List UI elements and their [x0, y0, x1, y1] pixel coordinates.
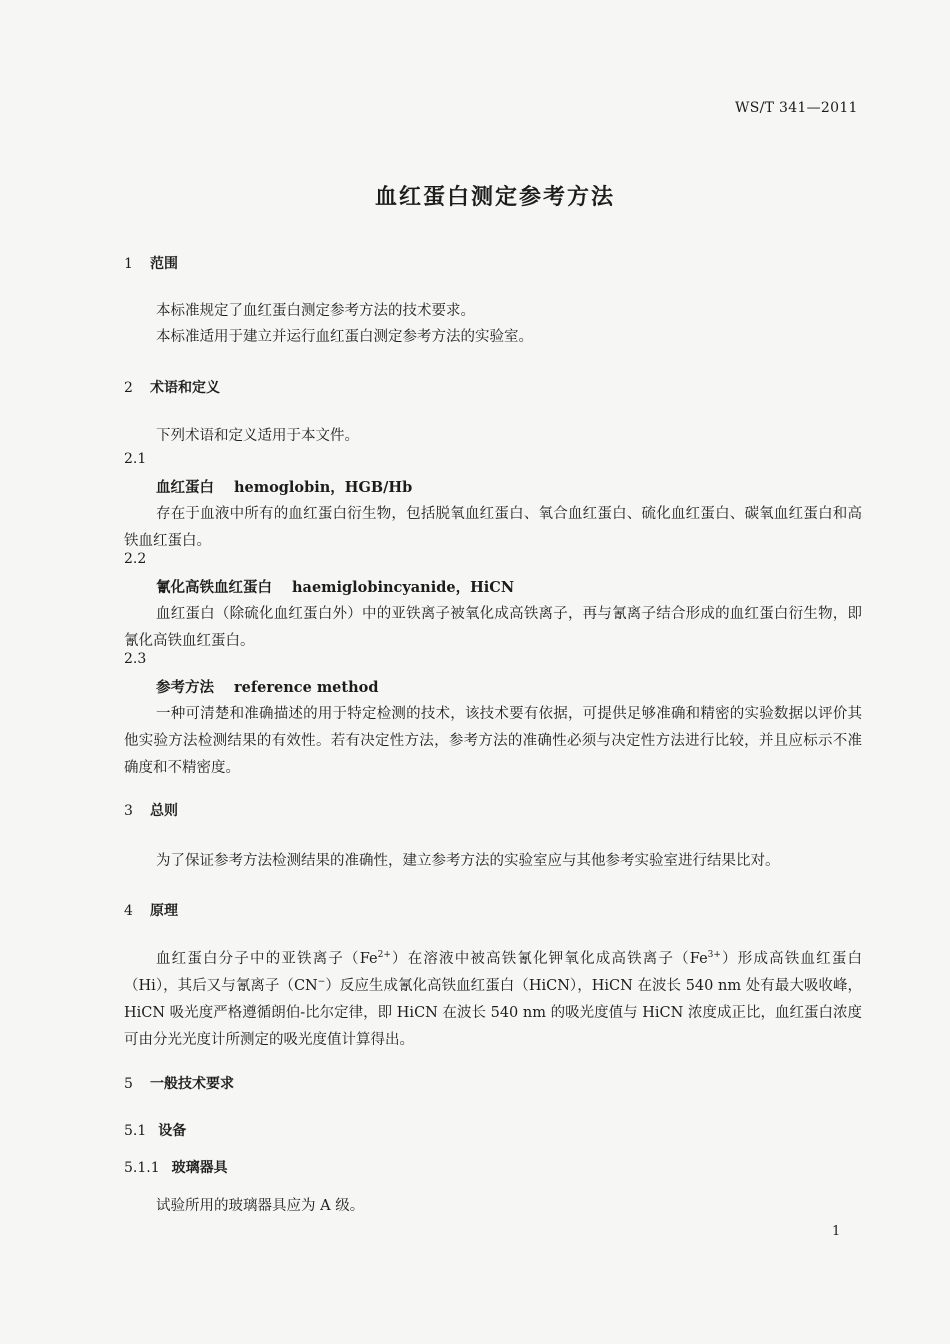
section-1-heading [124, 253, 178, 273]
section-3-heading [124, 800, 178, 820]
superscript: − [317, 977, 326, 988]
section-1-paragraph-1: 本标准规定了血红蛋白测定参考方法的技术要求。 [156, 303, 475, 319]
term-cn: 氰化高铁血红蛋白 [156, 579, 272, 596]
term-2-3-number: 2.3 [124, 651, 147, 667]
section-5-heading [124, 1073, 234, 1093]
section-5-1-1-paragraph: 试验所用的玻璃器具应为 A 级。 [156, 1198, 365, 1214]
section-5-1-heading [124, 1120, 186, 1140]
section-2-intro: 下列术语和定义适用于本文件。 [156, 428, 359, 444]
document-title: 血红蛋白测定参考方法 [374, 184, 615, 210]
page-number: 1 [832, 1224, 841, 1239]
section-title: 术语和定义 [150, 380, 220, 396]
section-number: 5.1 [124, 1123, 147, 1139]
section-title: 总则 [150, 803, 178, 819]
section-4-heading [124, 900, 178, 920]
term-cn: 血红蛋白 [156, 479, 214, 496]
term-2-3-heading [156, 676, 378, 697]
section-title: 玻璃器具 [171, 1160, 228, 1176]
term-en: reference method [234, 679, 379, 696]
standard-number: WS/T 341—2011 [735, 100, 858, 116]
term-en: hemoglobin，HGB/Hb [234, 479, 413, 496]
section-3-paragraph: 为了保证参考方法检测结果的准确性，建立参考方法的实验室应与其他参考实验室进行结果比对。 [156, 853, 780, 869]
superscript: 3+ [707, 950, 721, 961]
section-number: 2 [124, 380, 133, 396]
term-2-1-number: 2.1 [124, 451, 147, 467]
section-number: 1 [124, 256, 133, 272]
term-2-2-number: 2.2 [124, 551, 147, 567]
section-title: 范围 [150, 256, 178, 272]
term-2-1-definition: 存在于血液中所有的血红蛋白衍生物，包括脱氧血红蛋白、氧合血红蛋白、硫化血红蛋白、碳氧血红蛋白和高铁血红蛋白。 [124, 506, 862, 549]
term-cn: 参考方法 [156, 679, 214, 696]
section-number: 5.1.1 [124, 1160, 160, 1176]
section-title: 设备 [158, 1123, 187, 1139]
section-number: 3 [124, 803, 133, 819]
term-2-3-definition: 一种可清楚和准确描述的用于特定检测的技术，该技术要有依据，可提供足够准确和精密的实验数据以评价其他实验方法检测结果的有效性。若有决定性方法，参考方法的准确性必须与决定性方法进行比较，并且应标示不准确度和不精密度。 [124, 706, 862, 776]
section-title: 原理 [150, 903, 178, 919]
section-2-heading [124, 377, 220, 397]
superscript: 2+ [377, 950, 391, 961]
section-number: 5 [124, 1076, 133, 1092]
section-4-paragraph: 血红蛋白分子中的亚铁离子$(Fe^{2+})$在溶液中被高铁氰化钾氧化成高铁离子$(Fe^{3+})$形成高铁血红蛋白（Hi），其后又与氰离子（CN−）反应生成氰化高铁血红蛋白（HiCN），HiCN 在波长 540 nm 处有最大吸收峰，HiCN 吸光度严格遵循朗伯-比尔定律，即 HiCN 在波长 540 nm 的吸光度值与 HiCN 浓度成正比，血红蛋白浓度可由分光光度计所测定的吸光度值计算得出。 [124, 950, 862, 1048]
section-1-paragraph-2: 本标准适用于建立并运行血红蛋白测定参考方法的实验室。 [156, 329, 533, 345]
term-2-2-definition: 血红蛋白（除硫化血红蛋白外）中的亚铁离子被氧化成高铁离子，再与氰离子结合形成的血红蛋白衍生物，即氰化高铁血红蛋白。 [124, 606, 862, 649]
term-2-2-heading [156, 576, 514, 597]
term-2-1-heading [156, 476, 412, 497]
section-title: 一般技术要求 [150, 1076, 234, 1092]
term-en: haemiglobincyanide，HiCN [292, 579, 515, 596]
section-5-1-1-heading [124, 1157, 228, 1177]
section-number: 4 [124, 903, 133, 919]
